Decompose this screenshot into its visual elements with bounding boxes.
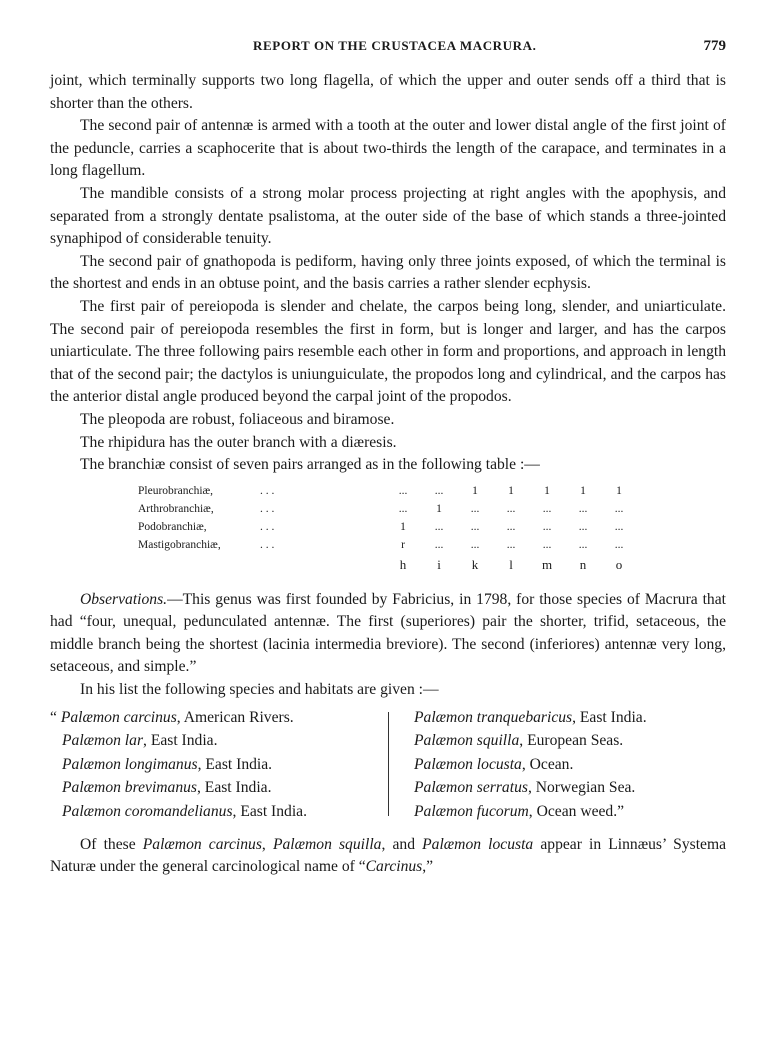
table-row — [138, 485, 658, 502]
table-cell: 1 — [544, 484, 550, 497]
species-column-right — [414, 706, 647, 824]
species-habitat: , American Rivers. — [176, 708, 294, 726]
species-entry: “ Palæmon carcinus, American Rivers. — [50, 708, 294, 726]
header-title: REPORT ON THE CRUSTACEA MACRURA. — [253, 38, 537, 53]
table-cell: 1 — [400, 520, 406, 533]
row-label: Mastigobranchiæ, — [138, 538, 221, 551]
column-header: o — [615, 556, 623, 572]
species-name: Palæmon brevimanus — [62, 779, 197, 797]
table-cell: ... — [398, 484, 408, 497]
paragraph-rhipidura: The rhipidura has the outer branch with a diæresis. — [80, 433, 397, 451]
species-entry — [414, 776, 647, 800]
species-name: Palæmon coromandelianus — [62, 803, 233, 821]
table-cell: ... — [506, 538, 516, 551]
paragraph-pleopoda: The pleopoda are robust, foliaceous and biramose. — [80, 410, 395, 428]
table-cell: ... — [578, 520, 588, 533]
species-habitat: , Norwegian Sea. — [527, 779, 636, 797]
species-habitat: , East India. — [197, 779, 272, 797]
species-habitat: , European Seas. — [519, 732, 624, 750]
table-cell: ... — [470, 538, 480, 551]
table-cell: ... — [578, 538, 588, 551]
species-name: Palæmon locusta — [422, 835, 534, 853]
paragraph-antennae: The second pair of antennæ is armed with a tooth at the outer and lower distal angle of the first joint of the peduncle, carries a scaphocerite that is about two-thirds the length of the carapace, and terminates in a long flagellum. — [50, 117, 726, 180]
table-cell: ... — [470, 520, 480, 533]
table-row — [138, 539, 658, 556]
table-cell: ... — [614, 538, 624, 551]
species-list — [50, 706, 726, 824]
species-name: Palæmon lar — [62, 732, 144, 750]
paragraph-species-intro: In his list the following species and habitats are given :— — [80, 681, 439, 699]
species-entry — [50, 776, 307, 800]
column-header: i — [437, 556, 441, 572]
species-entry — [414, 706, 647, 730]
table-cell: 1 — [616, 484, 622, 497]
row-label: Podobranchiæ, — [138, 520, 207, 533]
document-page — [50, 38, 726, 879]
observations-text: —This genus was first founded by Fabricius, in 1798, for those species of Macrura that had “four, unequal, pedunculated antennæ. The first (superiores) pair the shorter, trifid, setaceous, the middle branch being the shortest (lacinia intermedia breviore). The second (inferiores) antennæ very long, setaceous, and simple.” — [50, 590, 726, 676]
paragraph-continued: joint, which terminally supports two long flagella, of which the upper and outer sends off a third that is shorter than the others. — [50, 72, 726, 112]
page-number: 779 — [703, 38, 726, 54]
species-entry — [50, 729, 307, 753]
table-cell: ... — [470, 502, 480, 515]
leader-dots: . . . — [260, 538, 275, 551]
species-habitat: , Ocean. — [521, 755, 574, 773]
species-habitat: , East India. — [197, 755, 273, 773]
species-habitat: , East India. — [143, 732, 218, 750]
table-cell: ... — [434, 538, 444, 551]
species-habitat: , East India. — [232, 803, 307, 821]
species-column-left — [50, 706, 307, 824]
species-entry — [50, 753, 307, 777]
column-header: n — [579, 556, 587, 572]
column-header: k — [471, 556, 479, 572]
species-name: Palæmon locusta — [414, 755, 522, 773]
species-name: Palæmon longimanus — [62, 755, 198, 773]
observations-lead: Observations. — [80, 590, 168, 608]
paragraph-closing: Of these Palæmon carcinus, Palæmon squilla, and Palæmon locusta appear in Linnæus’ Systema Naturæ under the general carcinological name of “Carcinus,” — [50, 835, 727, 876]
leader-dots: . . . — [260, 520, 275, 533]
table-cell: ... — [506, 520, 516, 533]
species-name: Palæmon serratus — [414, 779, 528, 797]
species-habitat: , Ocean weed.” — [528, 803, 625, 821]
table-cell: 1 — [436, 502, 442, 515]
table-cell: ... — [614, 520, 624, 533]
table-cell: ... — [614, 502, 624, 515]
table-cell: ... — [542, 520, 552, 533]
table-cell: 1 — [508, 484, 514, 497]
species-name: Palæmon carcinus — [60, 708, 177, 726]
species-name: Palæmon squilla — [414, 732, 520, 750]
table-cell: 1 — [472, 484, 478, 497]
paragraph-pereiopoda: The first pair of pereiopoda is slender and chelate, the carpos being long, slender, and uniarticulate. The second pair of pereiopoda resembles the first in form, but is longer and larger, and has the carpos uniarticulate. The three following pairs resemble each other in form and proportions, and approach in length that of the second pair; the dactylos is uniunguiculate, the propodos long and cylindrical, and the carpos has the anterior distal angle produced beyond the carpal joint of the propodos. — [50, 297, 726, 406]
species-name: Palæmon carcinus — [142, 835, 262, 853]
column-header: l — [509, 556, 513, 572]
paragraph-gnathopoda: The second pair of gnathopoda is pediform, having only three joints exposed, of which the terminal is the shortest and ends in an obtuse point, and the basis carries a rather slender ecphysis. — [50, 252, 726, 293]
running-header — [50, 38, 726, 70]
leader-dots: . . . — [260, 484, 275, 497]
table-cell: ... — [578, 502, 588, 515]
table-cell: ... — [542, 502, 552, 515]
leader-dots: . . . — [260, 502, 275, 515]
species-entry — [414, 753, 647, 777]
table-row — [138, 521, 658, 538]
table-cell: r — [401, 538, 405, 551]
row-label: Arthrobranchiæ, — [138, 502, 214, 515]
species-name: Palæmon fucorum — [414, 803, 529, 821]
column-divider — [388, 712, 389, 816]
table-cell: ... — [434, 484, 444, 497]
column-header: h — [399, 556, 407, 572]
paragraph-mandible: The mandible consists of a strong molar process projecting at right angles with the apophysis, and separated from a strongly dentate psalistoma, at the outer side of the base of which stands a three-jointed synaphipod of considerable tenuity. — [50, 184, 726, 248]
table-cell: ... — [542, 538, 552, 551]
table-column-headers — [138, 557, 658, 574]
species-entry — [50, 800, 307, 824]
species-entry — [414, 800, 647, 824]
column-header: m — [541, 556, 553, 572]
table-cell: 1 — [580, 484, 586, 497]
paragraph-observations — [50, 589, 726, 679]
species-habitat: , East India. — [572, 708, 647, 726]
species-name: Palæmon squilla — [272, 835, 382, 853]
table-cell: ... — [506, 502, 516, 515]
species-entry — [414, 729, 647, 753]
table-cell: ... — [398, 502, 408, 515]
paragraph-branchiae: The branchiæ consist of seven pairs arranged as in the following table :— — [80, 456, 540, 474]
table-cell: ... — [434, 520, 444, 533]
species-name: Palæmon tranquebaricus — [414, 708, 573, 726]
table-row — [138, 503, 658, 520]
genus-name: Carcinus — [365, 858, 423, 876]
row-label: Pleurobranchiæ, — [138, 484, 214, 497]
branchiae-table — [50, 483, 726, 579]
